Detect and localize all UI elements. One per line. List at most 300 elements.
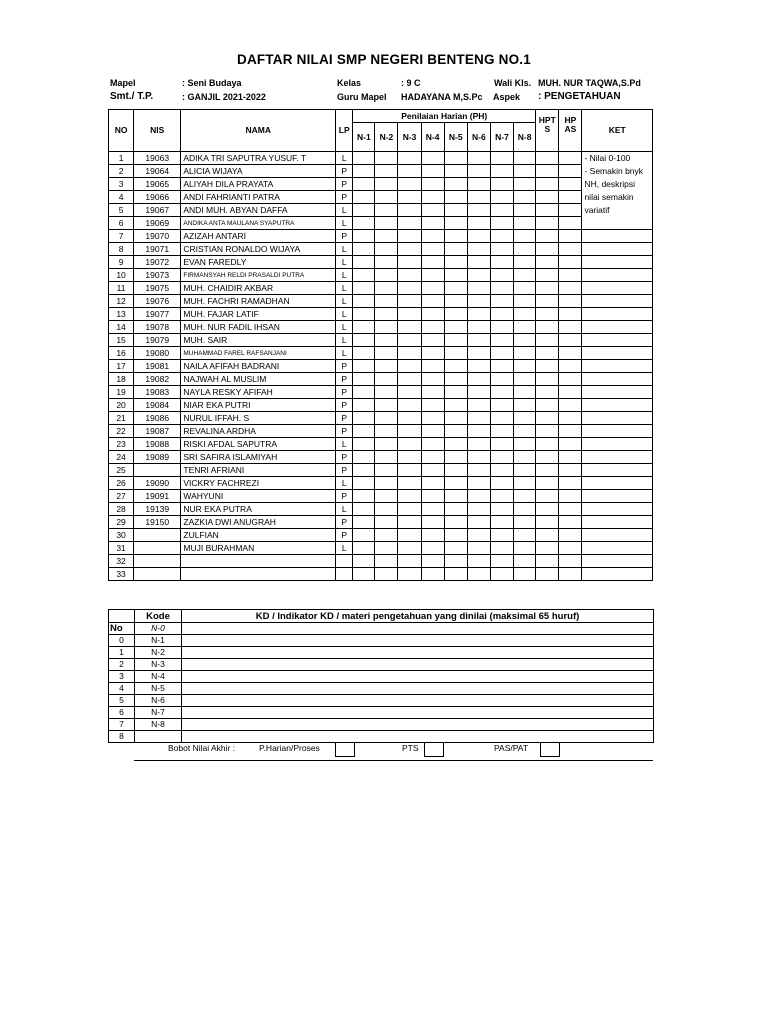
score-cell-n1[interactable]: [353, 152, 375, 165]
score-cell-n6[interactable]: [467, 308, 490, 321]
score-cell-n5[interactable]: [444, 256, 467, 269]
score-cell-n7[interactable]: [490, 360, 513, 373]
score-cell-n5[interactable]: [444, 555, 467, 568]
kd-row-desc[interactable]: [182, 635, 654, 647]
kd-row-desc[interactable]: [182, 731, 654, 743]
score-cell-n1[interactable]: [353, 178, 375, 191]
score-cell-n7[interactable]: [490, 516, 513, 529]
score-cell-n8[interactable]: [514, 178, 536, 191]
score-cell-n4[interactable]: [421, 243, 444, 256]
score-cell-hpas[interactable]: [559, 503, 582, 516]
score-cell-n4[interactable]: [421, 282, 444, 295]
score-cell-n6[interactable]: [467, 477, 490, 490]
score-cell-n3[interactable]: [398, 490, 421, 503]
score-cell-n2[interactable]: [375, 503, 398, 516]
score-cell-n1[interactable]: [353, 347, 375, 360]
score-cell-n5[interactable]: [444, 568, 467, 581]
score-cell-n8[interactable]: [514, 412, 536, 425]
score-cell-n2[interactable]: [375, 516, 398, 529]
score-cell-n1[interactable]: [353, 555, 375, 568]
score-cell-n8[interactable]: [514, 347, 536, 360]
score-cell-n2[interactable]: [375, 321, 398, 334]
score-cell-hpas[interactable]: [559, 373, 582, 386]
score-cell-n3[interactable]: [398, 425, 421, 438]
score-cell-n3[interactable]: [398, 360, 421, 373]
score-cell-n2[interactable]: [375, 191, 398, 204]
score-cell-n8[interactable]: [514, 152, 536, 165]
score-cell-n1[interactable]: [353, 425, 375, 438]
score-cell-n5[interactable]: [444, 425, 467, 438]
score-cell-hpas[interactable]: [559, 464, 582, 477]
score-cell-n3[interactable]: [398, 269, 421, 282]
score-cell-hpts[interactable]: [536, 529, 559, 542]
score-cell-n4[interactable]: [421, 295, 444, 308]
score-cell-n5[interactable]: [444, 477, 467, 490]
score-cell-n2[interactable]: [375, 243, 398, 256]
score-cell-n2[interactable]: [375, 295, 398, 308]
score-cell-hpts[interactable]: [536, 477, 559, 490]
score-cell-n1[interactable]: [353, 204, 375, 217]
score-cell-n4[interactable]: [421, 503, 444, 516]
score-cell-n1[interactable]: [353, 568, 375, 581]
score-cell-hpts[interactable]: [536, 373, 559, 386]
score-cell-hpas[interactable]: [559, 438, 582, 451]
score-cell-n5[interactable]: [444, 490, 467, 503]
kd-row-desc[interactable]: [182, 671, 654, 683]
score-cell-n5[interactable]: [444, 269, 467, 282]
score-cell-n3[interactable]: [398, 555, 421, 568]
kd-row-desc[interactable]: [182, 707, 654, 719]
score-cell-n2[interactable]: [375, 477, 398, 490]
score-cell-n6[interactable]: [467, 230, 490, 243]
score-cell-hpas[interactable]: [559, 425, 582, 438]
score-cell-n4[interactable]: [421, 373, 444, 386]
score-cell-n6[interactable]: [467, 217, 490, 230]
score-cell-n4[interactable]: [421, 256, 444, 269]
bobot-pas-input[interactable]: [540, 742, 560, 757]
score-cell-n4[interactable]: [421, 334, 444, 347]
score-cell-hpas[interactable]: [559, 178, 582, 191]
score-cell-n6[interactable]: [467, 438, 490, 451]
score-cell-n5[interactable]: [444, 308, 467, 321]
score-cell-n5[interactable]: [444, 347, 467, 360]
score-cell-n6[interactable]: [467, 282, 490, 295]
score-cell-n3[interactable]: [398, 178, 421, 191]
score-cell-n8[interactable]: [514, 360, 536, 373]
score-cell-n6[interactable]: [467, 191, 490, 204]
score-cell-n3[interactable]: [398, 347, 421, 360]
score-cell-n1[interactable]: [353, 321, 375, 334]
score-cell-n3[interactable]: [398, 165, 421, 178]
score-cell-n4[interactable]: [421, 464, 444, 477]
score-cell-n8[interactable]: [514, 243, 536, 256]
score-cell-n6[interactable]: [467, 412, 490, 425]
score-cell-n5[interactable]: [444, 204, 467, 217]
score-cell-n2[interactable]: [375, 555, 398, 568]
score-cell-n3[interactable]: [398, 568, 421, 581]
score-cell-n1[interactable]: [353, 542, 375, 555]
score-cell-hpts[interactable]: [536, 295, 559, 308]
score-cell-n5[interactable]: [444, 321, 467, 334]
score-cell-n1[interactable]: [353, 438, 375, 451]
score-cell-hpts[interactable]: [536, 555, 559, 568]
score-cell-n5[interactable]: [444, 230, 467, 243]
score-cell-n4[interactable]: [421, 490, 444, 503]
score-cell-n6[interactable]: [467, 490, 490, 503]
score-cell-n3[interactable]: [398, 451, 421, 464]
score-cell-n3[interactable]: [398, 308, 421, 321]
score-cell-n8[interactable]: [514, 334, 536, 347]
score-cell-n7[interactable]: [490, 178, 513, 191]
score-cell-n2[interactable]: [375, 386, 398, 399]
score-cell-hpas[interactable]: [559, 256, 582, 269]
score-cell-n8[interactable]: [514, 529, 536, 542]
score-cell-n6[interactable]: [467, 529, 490, 542]
score-cell-n6[interactable]: [467, 360, 490, 373]
score-cell-hpts[interactable]: [536, 191, 559, 204]
score-cell-n7[interactable]: [490, 555, 513, 568]
score-cell-n3[interactable]: [398, 412, 421, 425]
score-cell-n7[interactable]: [490, 373, 513, 386]
score-cell-hpts[interactable]: [536, 165, 559, 178]
score-cell-n2[interactable]: [375, 490, 398, 503]
score-cell-n5[interactable]: [444, 438, 467, 451]
score-cell-n2[interactable]: [375, 425, 398, 438]
score-cell-n8[interactable]: [514, 269, 536, 282]
score-cell-hpas[interactable]: [559, 308, 582, 321]
score-cell-n2[interactable]: [375, 334, 398, 347]
score-cell-n2[interactable]: [375, 399, 398, 412]
score-cell-n3[interactable]: [398, 477, 421, 490]
score-cell-n8[interactable]: [514, 425, 536, 438]
score-cell-n1[interactable]: [353, 399, 375, 412]
score-cell-n2[interactable]: [375, 178, 398, 191]
score-cell-n4[interactable]: [421, 438, 444, 451]
score-cell-hpas[interactable]: [559, 516, 582, 529]
score-cell-n4[interactable]: [421, 568, 444, 581]
score-cell-n4[interactable]: [421, 191, 444, 204]
score-cell-n5[interactable]: [444, 191, 467, 204]
score-cell-hpas[interactable]: [559, 334, 582, 347]
score-cell-n6[interactable]: [467, 347, 490, 360]
score-cell-n7[interactable]: [490, 542, 513, 555]
score-cell-n5[interactable]: [444, 282, 467, 295]
score-cell-n6[interactable]: [467, 334, 490, 347]
score-cell-n6[interactable]: [467, 269, 490, 282]
score-cell-n6[interactable]: [467, 516, 490, 529]
score-cell-hpas[interactable]: [559, 529, 582, 542]
score-cell-hpts[interactable]: [536, 269, 559, 282]
score-cell-n6[interactable]: [467, 243, 490, 256]
score-cell-n6[interactable]: [467, 386, 490, 399]
score-cell-n7[interactable]: [490, 490, 513, 503]
bobot-pts-input[interactable]: [424, 742, 444, 757]
score-cell-n7[interactable]: [490, 334, 513, 347]
score-cell-n3[interactable]: [398, 191, 421, 204]
score-cell-hpas[interactable]: [559, 152, 582, 165]
score-cell-n5[interactable]: [444, 165, 467, 178]
score-cell-n1[interactable]: [353, 165, 375, 178]
score-cell-hpas[interactable]: [559, 347, 582, 360]
score-cell-n5[interactable]: [444, 399, 467, 412]
score-cell-n8[interactable]: [514, 321, 536, 334]
score-cell-n3[interactable]: [398, 503, 421, 516]
score-cell-n7[interactable]: [490, 451, 513, 464]
score-cell-n4[interactable]: [421, 425, 444, 438]
score-cell-n8[interactable]: [514, 308, 536, 321]
score-cell-hpts[interactable]: [536, 347, 559, 360]
score-cell-n6[interactable]: [467, 256, 490, 269]
score-cell-n8[interactable]: [514, 230, 536, 243]
score-cell-n6[interactable]: [467, 178, 490, 191]
score-cell-hpas[interactable]: [559, 555, 582, 568]
score-cell-n3[interactable]: [398, 542, 421, 555]
score-cell-n5[interactable]: [444, 451, 467, 464]
score-cell-n7[interactable]: [490, 269, 513, 282]
score-cell-n5[interactable]: [444, 373, 467, 386]
score-cell-n3[interactable]: [398, 230, 421, 243]
score-cell-n3[interactable]: [398, 217, 421, 230]
score-cell-hpts[interactable]: [536, 282, 559, 295]
score-cell-n2[interactable]: [375, 568, 398, 581]
score-cell-hpts[interactable]: [536, 360, 559, 373]
score-cell-n6[interactable]: [467, 542, 490, 555]
kd-row-desc[interactable]: [182, 683, 654, 695]
score-cell-n7[interactable]: [490, 256, 513, 269]
score-cell-n3[interactable]: [398, 386, 421, 399]
score-cell-hpas[interactable]: [559, 360, 582, 373]
score-cell-n1[interactable]: [353, 373, 375, 386]
score-cell-hpts[interactable]: [536, 568, 559, 581]
score-cell-hpts[interactable]: [536, 178, 559, 191]
score-cell-n8[interactable]: [514, 191, 536, 204]
score-cell-n7[interactable]: [490, 295, 513, 308]
score-cell-n4[interactable]: [421, 269, 444, 282]
score-cell-hpas[interactable]: [559, 386, 582, 399]
score-cell-n1[interactable]: [353, 386, 375, 399]
score-cell-hpts[interactable]: [536, 152, 559, 165]
score-cell-n3[interactable]: [398, 152, 421, 165]
score-cell-n8[interactable]: [514, 477, 536, 490]
score-cell-n6[interactable]: [467, 295, 490, 308]
score-cell-hpas[interactable]: [559, 165, 582, 178]
score-cell-n7[interactable]: [490, 529, 513, 542]
score-cell-n8[interactable]: [514, 464, 536, 477]
score-cell-n6[interactable]: [467, 464, 490, 477]
score-cell-n4[interactable]: [421, 555, 444, 568]
score-cell-hpas[interactable]: [559, 243, 582, 256]
score-cell-n5[interactable]: [444, 178, 467, 191]
score-cell-n5[interactable]: [444, 360, 467, 373]
score-cell-n7[interactable]: [490, 568, 513, 581]
kd-row-desc[interactable]: [182, 659, 654, 671]
score-cell-hpas[interactable]: [559, 451, 582, 464]
score-cell-hpts[interactable]: [536, 542, 559, 555]
kd-row-desc[interactable]: [182, 719, 654, 731]
score-cell-n1[interactable]: [353, 451, 375, 464]
score-cell-n2[interactable]: [375, 282, 398, 295]
score-cell-n4[interactable]: [421, 308, 444, 321]
score-cell-n2[interactable]: [375, 347, 398, 360]
score-cell-n5[interactable]: [444, 529, 467, 542]
score-cell-n4[interactable]: [421, 165, 444, 178]
score-cell-n8[interactable]: [514, 555, 536, 568]
score-cell-n8[interactable]: [514, 373, 536, 386]
score-cell-hpas[interactable]: [559, 191, 582, 204]
score-cell-hpts[interactable]: [536, 516, 559, 529]
score-cell-hpts[interactable]: [536, 230, 559, 243]
score-cell-n5[interactable]: [444, 295, 467, 308]
kd-row-desc[interactable]: [182, 695, 654, 707]
score-cell-n2[interactable]: [375, 269, 398, 282]
score-cell-n4[interactable]: [421, 152, 444, 165]
score-cell-n8[interactable]: [514, 282, 536, 295]
score-cell-n2[interactable]: [375, 529, 398, 542]
score-cell-hpas[interactable]: [559, 269, 582, 282]
score-cell-n1[interactable]: [353, 243, 375, 256]
score-cell-n4[interactable]: [421, 321, 444, 334]
score-cell-n8[interactable]: [514, 516, 536, 529]
score-cell-n6[interactable]: [467, 503, 490, 516]
score-cell-n7[interactable]: [490, 191, 513, 204]
score-cell-hpts[interactable]: [536, 217, 559, 230]
score-cell-n6[interactable]: [467, 165, 490, 178]
score-cell-hpts[interactable]: [536, 503, 559, 516]
score-cell-n1[interactable]: [353, 308, 375, 321]
score-cell-n8[interactable]: [514, 503, 536, 516]
score-cell-n1[interactable]: [353, 334, 375, 347]
score-cell-n7[interactable]: [490, 386, 513, 399]
score-cell-n1[interactable]: [353, 360, 375, 373]
score-cell-n8[interactable]: [514, 256, 536, 269]
bobot-ph-input[interactable]: [335, 742, 355, 757]
score-cell-n5[interactable]: [444, 464, 467, 477]
score-cell-n5[interactable]: [444, 542, 467, 555]
score-cell-n4[interactable]: [421, 360, 444, 373]
score-cell-n5[interactable]: [444, 412, 467, 425]
score-cell-n3[interactable]: [398, 295, 421, 308]
score-cell-hpts[interactable]: [536, 321, 559, 334]
score-cell-n3[interactable]: [398, 321, 421, 334]
score-cell-n2[interactable]: [375, 438, 398, 451]
score-cell-hpas[interactable]: [559, 490, 582, 503]
score-cell-n1[interactable]: [353, 295, 375, 308]
score-cell-n7[interactable]: [490, 243, 513, 256]
score-cell-hpts[interactable]: [536, 412, 559, 425]
score-cell-hpts[interactable]: [536, 399, 559, 412]
score-cell-n7[interactable]: [490, 438, 513, 451]
score-cell-hpts[interactable]: [536, 490, 559, 503]
score-cell-n2[interactable]: [375, 451, 398, 464]
score-cell-n7[interactable]: [490, 165, 513, 178]
score-cell-n1[interactable]: [353, 230, 375, 243]
score-cell-n1[interactable]: [353, 412, 375, 425]
score-cell-n4[interactable]: [421, 451, 444, 464]
score-cell-n4[interactable]: [421, 178, 444, 191]
score-cell-n2[interactable]: [375, 464, 398, 477]
score-cell-n4[interactable]: [421, 542, 444, 555]
score-cell-n4[interactable]: [421, 529, 444, 542]
score-cell-n8[interactable]: [514, 165, 536, 178]
score-cell-n2[interactable]: [375, 204, 398, 217]
score-cell-n1[interactable]: [353, 516, 375, 529]
score-cell-n3[interactable]: [398, 529, 421, 542]
score-cell-hpas[interactable]: [559, 282, 582, 295]
score-cell-hpts[interactable]: [536, 386, 559, 399]
score-cell-n7[interactable]: [490, 282, 513, 295]
score-cell-hpas[interactable]: [559, 399, 582, 412]
score-cell-n7[interactable]: [490, 321, 513, 334]
score-cell-n8[interactable]: [514, 217, 536, 230]
score-cell-n2[interactable]: [375, 256, 398, 269]
score-cell-n7[interactable]: [490, 347, 513, 360]
score-cell-n1[interactable]: [353, 503, 375, 516]
score-cell-n4[interactable]: [421, 217, 444, 230]
score-cell-n8[interactable]: [514, 568, 536, 581]
score-cell-n4[interactable]: [421, 386, 444, 399]
score-cell-n3[interactable]: [398, 204, 421, 217]
score-cell-n3[interactable]: [398, 438, 421, 451]
score-cell-n8[interactable]: [514, 399, 536, 412]
score-cell-n1[interactable]: [353, 529, 375, 542]
kd-row-desc[interactable]: [182, 647, 654, 659]
score-cell-n5[interactable]: [444, 503, 467, 516]
score-cell-n4[interactable]: [421, 412, 444, 425]
score-cell-n6[interactable]: [467, 373, 490, 386]
score-cell-n8[interactable]: [514, 295, 536, 308]
score-cell-n3[interactable]: [398, 399, 421, 412]
score-cell-n7[interactable]: [490, 204, 513, 217]
score-cell-n7[interactable]: [490, 308, 513, 321]
score-cell-n1[interactable]: [353, 256, 375, 269]
score-cell-n2[interactable]: [375, 217, 398, 230]
score-cell-n2[interactable]: [375, 308, 398, 321]
score-cell-hpts[interactable]: [536, 308, 559, 321]
score-cell-n3[interactable]: [398, 464, 421, 477]
score-cell-n5[interactable]: [444, 516, 467, 529]
score-cell-hpas[interactable]: [559, 217, 582, 230]
score-cell-n7[interactable]: [490, 152, 513, 165]
score-cell-hpts[interactable]: [536, 243, 559, 256]
score-cell-n8[interactable]: [514, 386, 536, 399]
score-cell-n7[interactable]: [490, 217, 513, 230]
score-cell-n1[interactable]: [353, 269, 375, 282]
score-cell-n6[interactable]: [467, 555, 490, 568]
score-cell-n8[interactable]: [514, 204, 536, 217]
score-cell-hpas[interactable]: [559, 204, 582, 217]
score-cell-n7[interactable]: [490, 425, 513, 438]
score-cell-n1[interactable]: [353, 477, 375, 490]
score-cell-n5[interactable]: [444, 152, 467, 165]
score-cell-n6[interactable]: [467, 152, 490, 165]
score-cell-n3[interactable]: [398, 373, 421, 386]
score-cell-n6[interactable]: [467, 204, 490, 217]
score-cell-n8[interactable]: [514, 451, 536, 464]
score-cell-n5[interactable]: [444, 243, 467, 256]
score-cell-n1[interactable]: [353, 282, 375, 295]
score-cell-n7[interactable]: [490, 477, 513, 490]
score-cell-hpts[interactable]: [536, 438, 559, 451]
score-cell-n4[interactable]: [421, 516, 444, 529]
score-cell-n5[interactable]: [444, 217, 467, 230]
score-cell-hpts[interactable]: [536, 451, 559, 464]
score-cell-n8[interactable]: [514, 490, 536, 503]
score-cell-n6[interactable]: [467, 399, 490, 412]
score-cell-n6[interactable]: [467, 321, 490, 334]
score-cell-n7[interactable]: [490, 464, 513, 477]
score-cell-n6[interactable]: [467, 425, 490, 438]
score-cell-n1[interactable]: [353, 191, 375, 204]
